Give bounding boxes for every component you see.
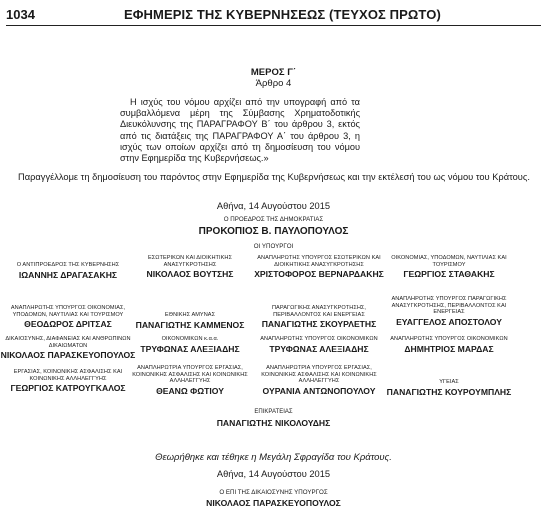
- publication-order: Παραγγέλλομε τη δημοσίευση του παρόντος στην Εφημερίδα της Κυβερνήσεως και την εκτέλεσή του ως νόμου του Κράτους.: [18, 172, 530, 182]
- minister-role: ΑΝΑΠΛΗΡΩΤΗΣ ΥΠΟΥΡΓΟΣ ΟΙΚΟΝΟΜΙΚΩΝ: [390, 336, 508, 342]
- minister-name: ΕΥΑΓΓΕΛΟΣ ΑΠΟΣΤΟΛΟΥ: [396, 316, 502, 327]
- minister-name: ΓΕΩΡΓΙΟΣ ΚΑΤΡΟΥΓΚΑΛΟΣ: [10, 383, 126, 394]
- minister-signature: [251, 365, 387, 396]
- state-minister-role: ΕΠΙΚΡΑΤΕΙΑΣ: [254, 409, 293, 415]
- president-name: ΠΡΟΚΟΠΙΟΣ Β. ΠΑΥΛΟΠΟΥΛΟΣ: [198, 226, 349, 237]
- minister-role: ΑΝΑΠΛΗΡΩΤΗΣ ΥΠΟΥΡΓΟΣ ΕΣΩΤΕΡΙΚΩΝ ΚΑΙ ΔΙΟΙΚΗΤΙΚΗΣ ΑΝΑΣΥΓΚΡΟΤΗΣΗΣ: [257, 255, 381, 268]
- minister-signature: [381, 255, 517, 279]
- minister-role: ΑΝΑΠΛΗΡΩΤΡΙΑ ΥΠΟΥΡΓΟΣ ΕΡΓΑΣΙΑΣ, ΚΟΙΝΩΝΙΚΗΣ ΑΣΦΑΛΙΣΗΣ ΚΑΙ ΚΟΙΝΩΝΙΚΗΣ ΑΛΛΗΛΕΓΓΥΗΣ: [132, 365, 248, 385]
- minister-role: ΟΙΚΟΝΟΜΙΑΣ, ΥΠΟΔΟΜΩΝ, ΝΑΥΤΙΛΙΑΣ ΚΑΙ ΤΟΥΡΙΣΜΟΥ: [391, 255, 507, 268]
- minister-signature: [381, 336, 517, 354]
- minister-role: Ο ΑΝΤΙΠΡΟΕΔΡΟΣ ΤΗΣ ΚΥΒΕΡΝΗΣΗΣ: [16, 262, 120, 268]
- minister-name: ΠΑΝΑΓΙΩΤΗΣ ΚΟΥΡΟΥΜΠΛΗΣ: [386, 386, 512, 397]
- minister-name: ΔΗΜΗΤΡΙΟΣ ΜΑΡΔΑΣ: [404, 343, 494, 354]
- minister-role: ΕΡΓΑΣΙΑΣ, ΚΟΙΝΩΝΙΚΗΣ ΑΣΦΑΛΙΣΗΣ ΚΑΙ ΚΟΙΝΩΝΙΚΗΣ ΑΛΛΗΛΕΓΓΥΗΣ: [13, 369, 123, 382]
- minister-name: ΠΑΝΑΓΙΩΤΗΣ ΣΚΟΥΡΛΕΤΗΣ: [261, 319, 377, 330]
- minister-role: ΑΝΑΠΛΗΡΩΤΗΣ ΥΠΟΥΡΓΟΣ ΠΑΡΑΓΩΓΙΚΗΣ ΑΝΑΣΥΓΚΡΟΤΗΣΗΣ, ΠΕΡΙΒΑΛΛΟΝΤΟΣ ΚΑΙ ΕΝΕΡΓΕΙΑΣ: [391, 296, 507, 316]
- minister-name: ΙΩΑΝΝΗΣ ΔΡΑΓΑΣΑΚΗΣ: [18, 269, 118, 280]
- minister-name: ΟΥΡΑΝΙΑ ΑΝΤΩΝΟΠΟΥΛΟΥ: [262, 385, 376, 396]
- seal-date: Αθήνα, 14 Αυγούστου 2015: [216, 469, 331, 479]
- gazette-title: ΕΦΗΜΕΡΙΣ ΤΗΣ ΚΥΒΕΡΝΗΣΕΩΣ (ΤΕΥΧΟΣ ΠΡΩΤΟ): [124, 7, 441, 22]
- minister-signature: [251, 255, 387, 279]
- justice-minister-name: ΝΙΚΟΛΑΟΣ ΠΑΡΑΣΚΕΥΟΠΟΥΛΟΣ: [206, 498, 341, 508]
- minister-signature: [251, 336, 387, 354]
- minister-signature: [0, 262, 136, 280]
- minister-name: ΤΡΥΦΩΝΑΣ ΑΛΕΞΙΑΔΗΣ: [140, 343, 240, 354]
- minister-role: ΕΣΩΤΕΡΙΚΩΝ ΚΑΙ ΔΙΟΙΚΗΤΙΚΗΣ ΑΝΑΣΥΓΚΡΟΤΗΣΗΣ: [147, 255, 233, 268]
- header-rule: [6, 25, 541, 26]
- page-number: 1034: [6, 7, 35, 22]
- minister-name: ΘΕΟΔΩΡΟΣ ΔΡΙΤΣΑΣ: [24, 319, 112, 330]
- minister-name: ΠΑΝΑΓΙΩΤΗΣ ΚΑΜΜΕΝΟΣ: [135, 319, 245, 330]
- minister-role: ΑΝΑΠΛΗΡΩΤΗΣ ΥΠΟΥΡΓΟΣ ΟΙΚΟΝΟΜΙΑΣ, ΥΠΟΔΟΜΩΝ, ΝΑΥΤΙΛΙΑΣ ΚΑΙ ΤΟΥΡΙΣΜΟΥ: [10, 305, 126, 318]
- minister-role: ΠΑΡΑΓΩΓΙΚΗΣ ΑΝΑΣΥΓΚΡΟΤΗΣΗΣ, ΠΕΡΙΒΑΛΛΟΝΤΟΣ ΚΑΙ ΕΝΕΡΓΕΙΑΣ: [271, 305, 367, 318]
- minister-role: ΔΙΚΑΙΟΣΥΝΗΣ, ΔΙΑΦΑΝΕΙΑΣ ΚΑΙ ΑΝΘΡΩΠΙΝΩΝ ΔΙΚΑΙΩΜΑΤΩΝ: [5, 336, 131, 349]
- ministers-heading: ΟΙ ΥΠΟΥΡΓΟΙ: [253, 243, 294, 250]
- great-seal-statement: Θεωρήθηκε και τέθηκε η Μεγάλη Σφραγίδα του Κράτους.: [155, 452, 392, 463]
- part-heading: ΜΕΡΟΣ Γ΄: [250, 67, 297, 78]
- minister-role: ΑΝΑΠΛΗΡΩΤΡΙΑ ΥΠΟΥΡΓΟΣ ΕΡΓΑΣΙΑΣ, ΚΟΙΝΩΝΙΚΗΣ ΑΣΦΑΛΙΣΗΣ ΚΑΙ ΚΟΙΝΩΝΙΚΗΣ ΑΛΛΗΛΕΓΓΥΗΣ: [261, 365, 377, 385]
- minister-signature: [251, 305, 387, 329]
- minister-signature: [381, 379, 517, 397]
- minister-role: ΟΙΚΟΝΟΜΙΚΩΝ κ.α.α.: [161, 336, 219, 342]
- minister-signature: [122, 312, 258, 330]
- minister-name: ΘΕΑΝΩ ΦΩΤΙΟΥ: [156, 385, 224, 396]
- minister-signature: [0, 336, 136, 360]
- article-paragraph: Η ισχύς του νόμου αρχίζει από την υπογραφή από τα συμβαλλόμενα μέρη της Σύμβασης Χρηματοδοτικής Διευκόλυνσης της ΠΑΡΑΓΡΑΦΟΥ Β΄ του άρθρου 3, εκτός από τις διατάξεις της ΠΑΡΑΓΡΑΦΟΥ Α΄ του άρθρου 3, η ισχύς των οποίων αρχίζει από τη δημοσίευση του νόμου στην Εφημερίδα της Κυβερνήσεως.»: [120, 97, 360, 164]
- minister-signature: [122, 365, 258, 396]
- state-minister-name: ΠΑΝΑΓΙΩΤΗΣ ΝΙΚΟΛΟΥΔΗΣ: [216, 418, 331, 428]
- minister-signature: [122, 336, 258, 354]
- article-heading: Άρθρο 4: [255, 78, 292, 89]
- president-title: Ο ΠΡΟΕΔΡΟΣ ΤΗΣ ΔΗΜΟΚΡΑΤΙΑΣ: [223, 216, 324, 223]
- minister-signature: [381, 296, 517, 327]
- minister-signature: [0, 305, 136, 329]
- minister-name: ΓΕΩΡΓΙΟΣ ΣΤΑΘΑΚΗΣ: [403, 269, 495, 280]
- minister-role: ΑΝΑΠΛΗΡΩΤΗΣ ΥΠΟΥΡΓΟΣ ΟΙΚΟΝΟΜΙΚΩΝ: [260, 336, 378, 342]
- minister-name: ΤΡΥΦΩΝΑΣ ΑΛΕΞΙΑΔΗΣ: [269, 343, 369, 354]
- minister-role: ΥΓΕΙΑΣ: [439, 379, 459, 385]
- minister-role: ΕΘΝΙΚΗΣ ΑΜΥΝΑΣ: [164, 312, 216, 318]
- signing-date: Αθήνα, 14 Αυγούστου 2015: [216, 201, 331, 211]
- minister-name: ΝΙΚΟΛΑΟΣ ΠΑΡΑΣΚΕΥΟΠΟΥΛΟΣ: [0, 350, 136, 361]
- minister-name: ΧΡΙΣΤΟΦΟΡΟΣ ΒΕΡΝΑΡΔΑΚΗΣ: [254, 269, 384, 280]
- page-header: [6, 5, 541, 27]
- justice-minister-role: Ο ΕΠΙ ΤΗΣ ΔΙΚΑΙΟΣΥΝΗΣ ΥΠΟΥΡΓΟΣ: [219, 489, 328, 496]
- minister-signature: [122, 255, 258, 279]
- minister-name: ΝΙΚΟΛΑΟΣ ΒΟΥΤΣΗΣ: [146, 269, 234, 280]
- minister-signature: [0, 369, 136, 393]
